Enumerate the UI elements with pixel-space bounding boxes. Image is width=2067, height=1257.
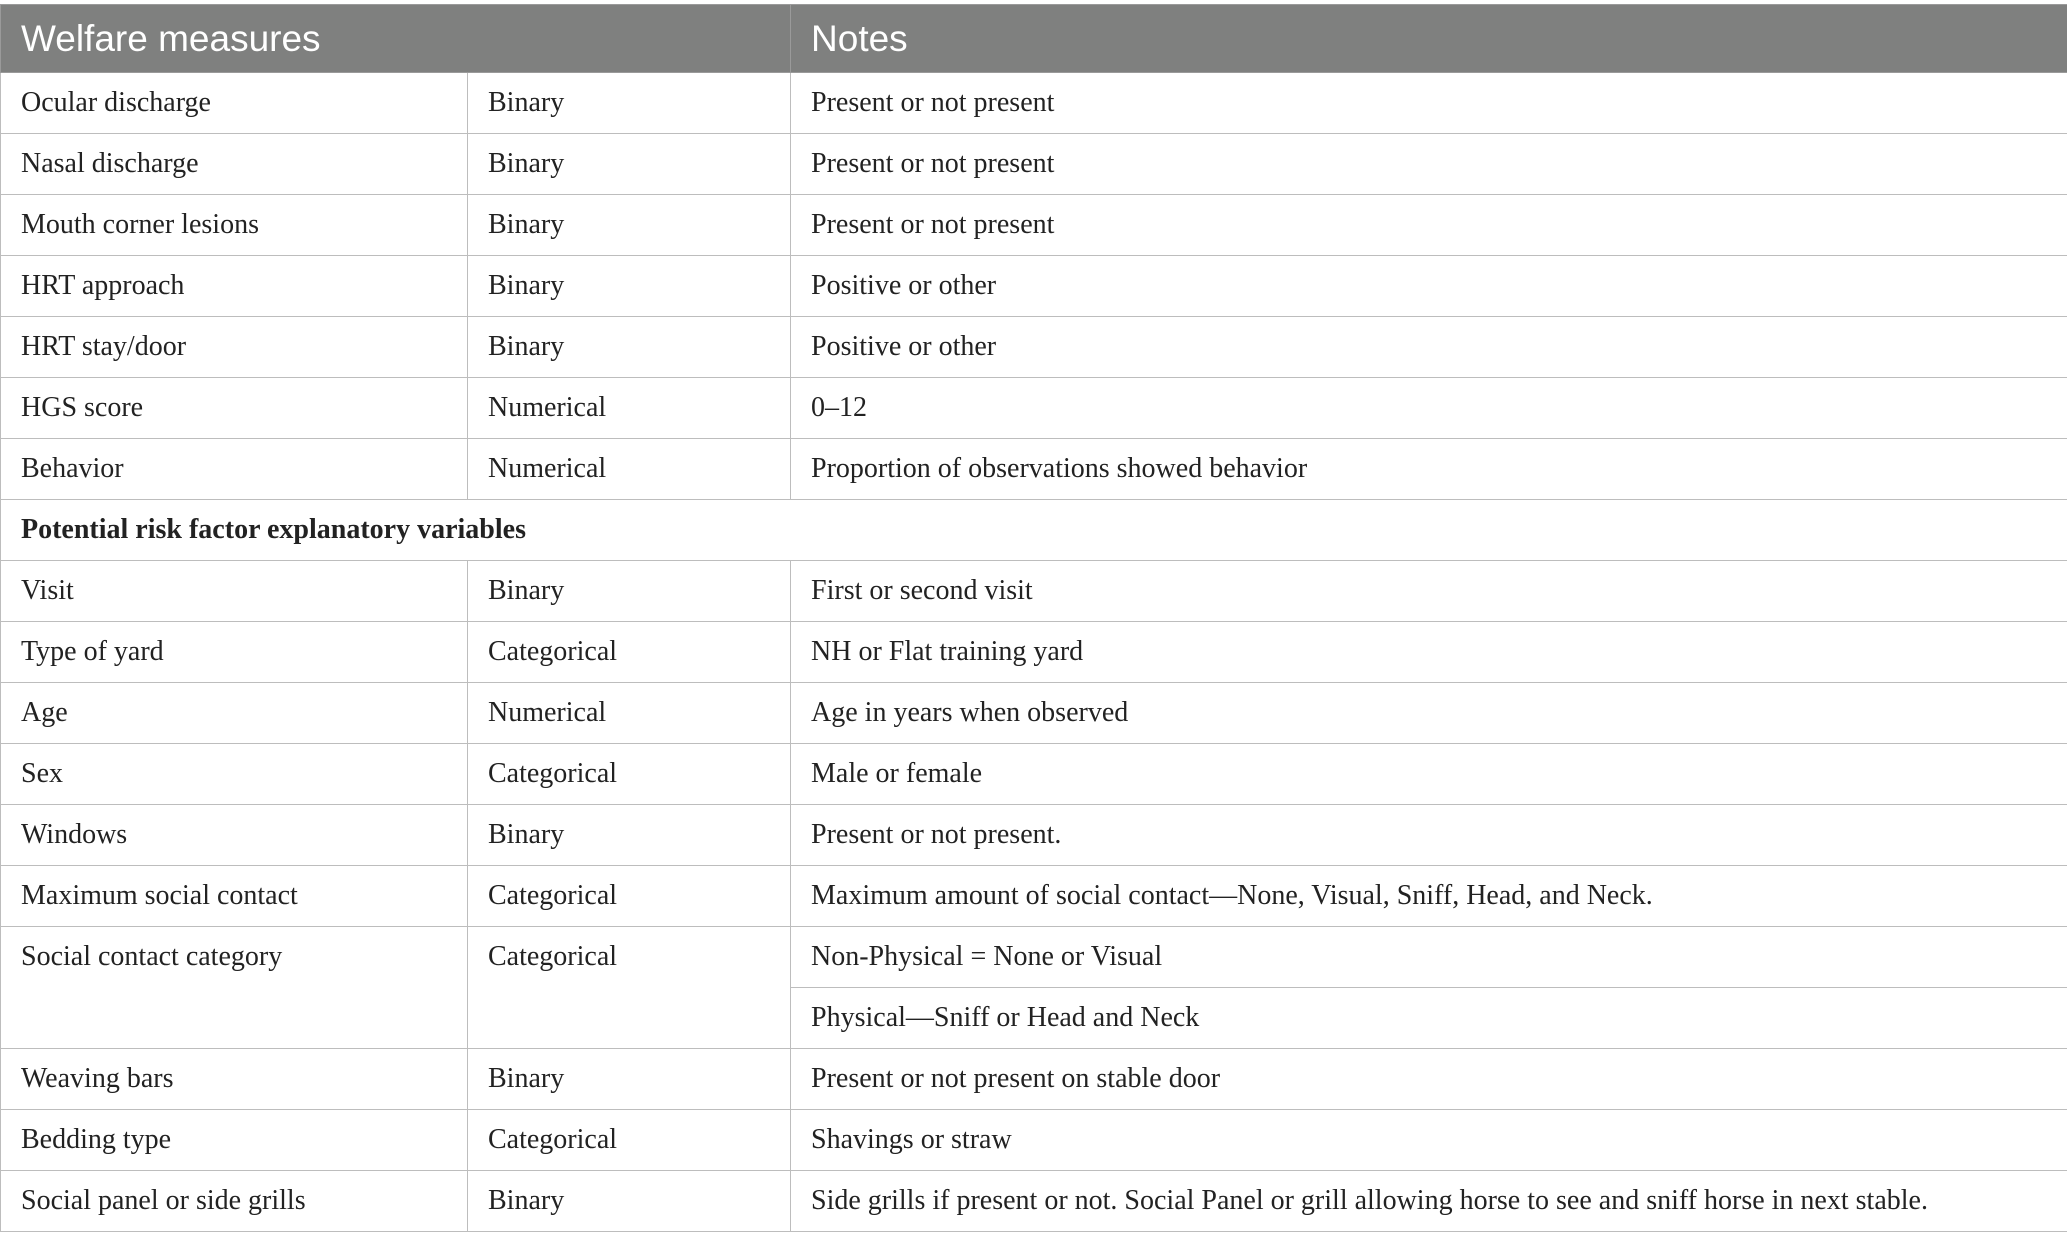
variable-notes: Positive or other [791, 317, 2067, 378]
table-row [1, 1049, 2067, 1110]
variable-name: Behavior [1, 439, 468, 500]
variable-type: Numerical [468, 439, 791, 500]
variable-name: Windows [1, 805, 468, 866]
variable-type: Binary [468, 805, 791, 866]
variable-type: Binary [468, 195, 791, 256]
variable-notes: Non-Physical = None or Visual [791, 927, 2067, 988]
variable-notes: First or second visit [791, 561, 2067, 622]
variable-type: Categorical [468, 1110, 791, 1171]
variable-name: Social panel or side grills [1, 1171, 468, 1232]
variable-name: Sex [1, 744, 468, 805]
table-row [1, 317, 2067, 378]
variable-type: Categorical [468, 866, 791, 927]
variable-type: Binary [468, 1049, 791, 1110]
table-row [1, 622, 2067, 683]
variable-name: Visit [1, 561, 468, 622]
variable-type: Binary [468, 1171, 791, 1232]
table-row [1, 256, 2067, 317]
section-title: Potential risk factor explanatory variables [1, 500, 2067, 561]
variable-notes: NH or Flat training yard [791, 622, 2067, 683]
variable-notes: Age in years when observed [791, 683, 2067, 744]
header-row [1, 5, 2067, 73]
table-row [1, 744, 2067, 805]
variable-notes: Physical—Sniff or Head and Neck [791, 988, 2067, 1049]
table-row [1, 378, 2067, 439]
variable-name: HGS score [1, 378, 468, 439]
table-row [1, 1110, 2067, 1171]
variable-notes: Present or not present [791, 134, 2067, 195]
section-row [1, 500, 2067, 561]
variable-notes: Positive or other [791, 256, 2067, 317]
table-row [1, 1171, 2067, 1232]
variable-type: Binary [468, 561, 791, 622]
header-notes: Notes [791, 5, 2067, 73]
variable-notes: Present or not present on stable door [791, 1049, 2067, 1110]
variable-name: Bedding type [1, 1110, 468, 1171]
variable-name: Weaving bars [1, 1049, 468, 1110]
variable-name: Nasal discharge [1, 134, 468, 195]
table-row [1, 134, 2067, 195]
table-row [1, 683, 2067, 744]
table-row [1, 561, 2067, 622]
variable-name: Type of yard [1, 622, 468, 683]
variable-name: HRT approach [1, 256, 468, 317]
variable-type: Categorical [468, 622, 791, 683]
variable-type: Binary [468, 134, 791, 195]
variable-type: Binary [468, 317, 791, 378]
table-row [1, 73, 2067, 134]
variable-type: Numerical [468, 683, 791, 744]
variable-type: Binary [468, 73, 791, 134]
variable-notes: Present or not present [791, 73, 2067, 134]
table-row [1, 866, 2067, 927]
variable-name: Ocular discharge [1, 73, 468, 134]
variable-notes: Male or female [791, 744, 2067, 805]
variables-table [0, 4, 2067, 1232]
variable-name: HRT stay/door [1, 317, 468, 378]
table-row [1, 805, 2067, 866]
table-row [1, 439, 2067, 500]
variable-name: Maximum social contact [1, 866, 468, 927]
variable-name: Age [1, 683, 468, 744]
variable-name: Social contact category [1, 927, 468, 1049]
variable-notes: Maximum amount of social contact—None, Visual, Sniff, Head, and Neck. [791, 866, 2067, 927]
variable-notes: Present or not present [791, 195, 2067, 256]
variable-notes: Present or not present. [791, 805, 2067, 866]
variable-type: Binary [468, 256, 791, 317]
variable-type: Categorical [468, 927, 791, 1049]
table-row [1, 927, 2067, 988]
variable-type: Categorical [468, 744, 791, 805]
header-welfare-measures: Welfare measures [1, 5, 791, 73]
variable-notes: Side grills if present or not. Social Panel or grill allowing horse to see and sniff horse in next stable. [791, 1171, 2067, 1232]
variable-type: Numerical [468, 378, 791, 439]
variable-notes: 0–12 [791, 378, 2067, 439]
table-row [1, 195, 2067, 256]
variable-notes: Proportion of observations showed behavior [791, 439, 2067, 500]
variable-notes: Shavings or straw [791, 1110, 2067, 1171]
variable-name: Mouth corner lesions [1, 195, 468, 256]
